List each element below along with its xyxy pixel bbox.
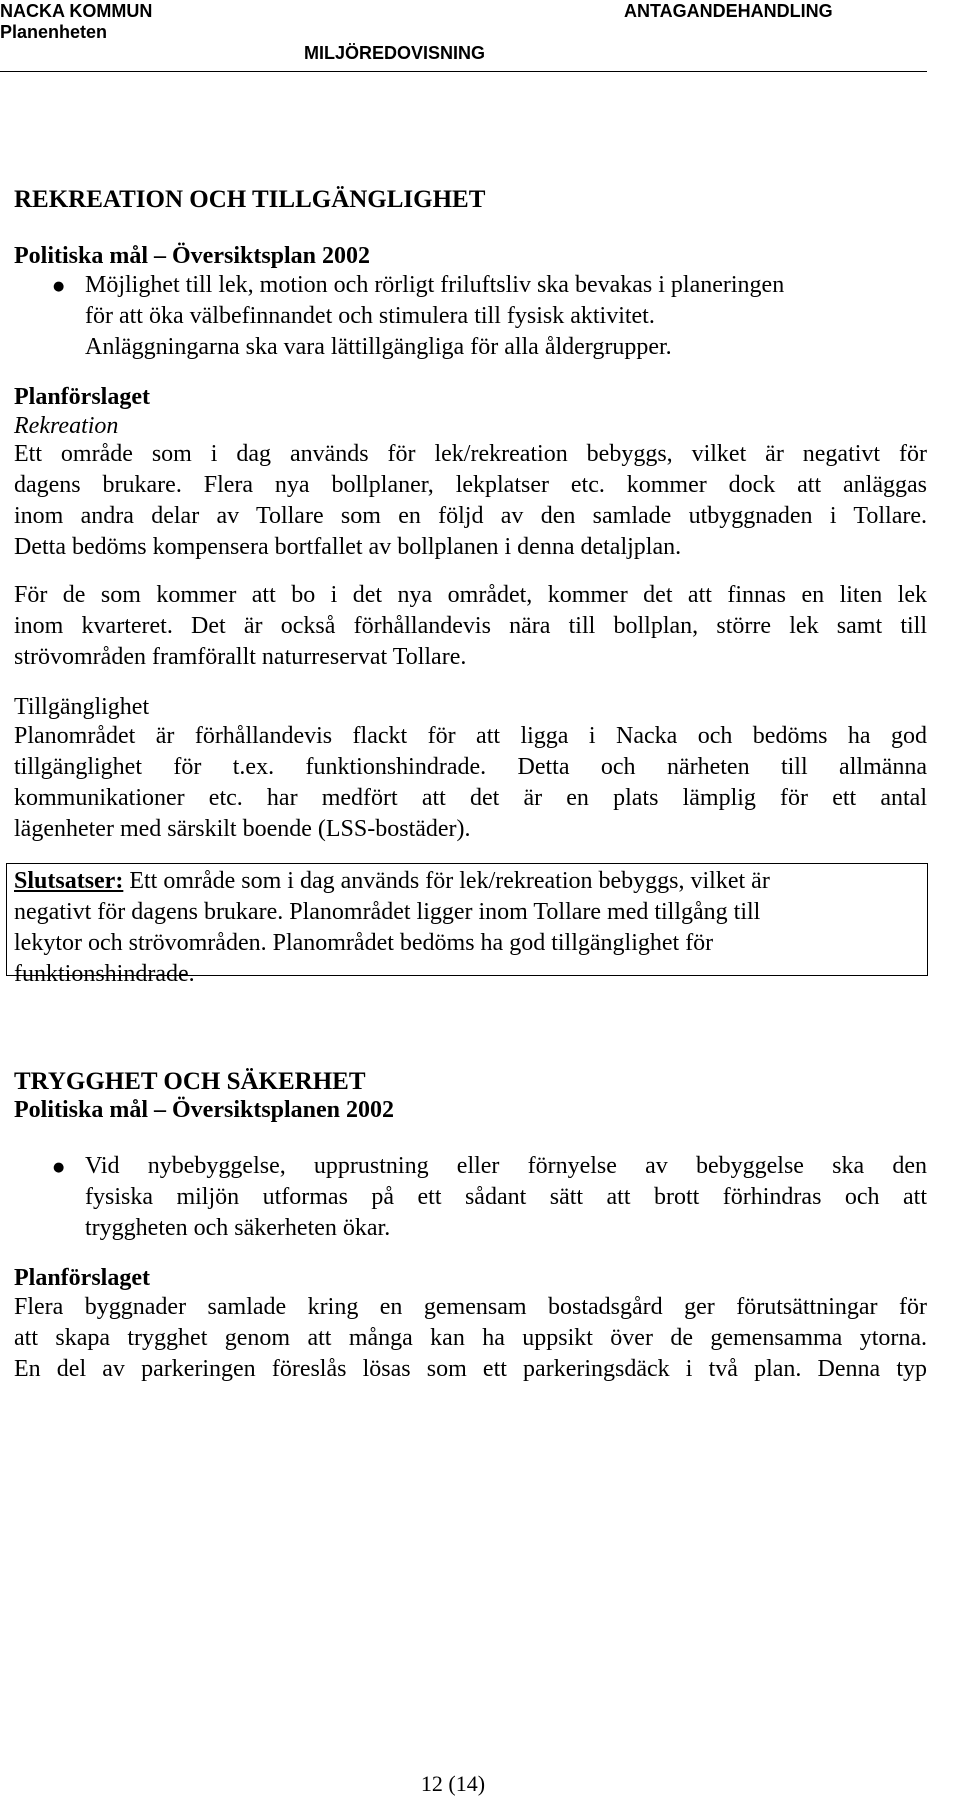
bullet-recreation-goal: Möjlighet till lek, motion och rörligt friluftsliv ska bevakas i planeringen för att öka välbefinnandet och stimulera till fysisk aktivitet. Anläggningarna ska vara lättillgängliga för alla åldergrupper. bbox=[85, 272, 785, 360]
goal-heading-safety: Politiska mål – Översiktsplanen 2002 bbox=[14, 1097, 395, 1123]
section-title-recreation: REKREATION OCH TILLGÄNGLIGHET bbox=[14, 186, 486, 213]
header-status: ANTAGANDEHANDLING bbox=[624, 1, 833, 21]
proposal-heading-safety: Planförslaget bbox=[14, 1265, 150, 1291]
paragraph-residents: För de som kommer att bo i det nya området, kommer det att finnas en liten lek inom kvarteret. Det är också förhållandevis nära till bollplan, större lek samt till strövområden framförallt naturreservat Tollare. bbox=[14, 582, 927, 670]
bullet-dot-icon: ● bbox=[53, 279, 65, 294]
conclusion-label: Slutsatser: bbox=[14, 868, 124, 894]
header-unit: Planenheten bbox=[0, 22, 108, 42]
header-divider bbox=[0, 71, 927, 72]
proposal-heading-recreation: Planförslaget bbox=[14, 384, 150, 410]
paragraph-safety-proposal: Flera byggnader samlade kring en gemensam bostadsgård ger förutsättningar för att skapa trygghet genom att många kan ha uppsikt över de gemensamma ytorna. En del av parkeringen föreslås lösas som ett parkeringsdäck i två plan. Denna typ bbox=[14, 1294, 927, 1382]
section-title-safety: TRYGGHET OCH SÄKERHET bbox=[14, 1068, 366, 1095]
paragraph-accessibility: Planområdet är förhållandevis flackt för att ligga i Nacka och bedöms ha god tillgänglighet för t.ex. funktionshindrade. Detta och närheten till allmänna kommunikationer etc. har medfört att det är en plats lämplig för ett antal lägenheter med särskilt boende (LSS-bostäder). bbox=[14, 723, 927, 842]
subheading-accessibility: Tillgänglighet bbox=[14, 694, 150, 720]
goal-heading-recreation: Politiska mål – Översiktsplan 2002 bbox=[14, 243, 371, 269]
page-number: 12 (14) bbox=[420, 1771, 486, 1796]
subheading-recreation: Rekreation bbox=[14, 413, 119, 439]
header-org: NACKA KOMMUN bbox=[0, 1, 153, 21]
bullet-dot-icon: ● bbox=[53, 1160, 65, 1175]
paragraph-recreation: Ett område som i dag används för lek/rekreation bebyggs, vilket är negativt för dagens brukare. Flera nya bollplaner, lekplatser etc. kommer dock att anläggas inom andra delar av Tollare som en följd av den samlade utbyggnaden i Tollare. Detta bedöms kompensera bortfallet av bollplanen i denna detaljplan. bbox=[14, 441, 927, 560]
bullet-safety-goal: Vid nybebyggelse, upprustning eller förnyelse av bebyggelse ska den fysiska miljön utformas på ett sådant sätt att brott förhindras och att tryggheten och säkerheten ökar. bbox=[85, 1153, 927, 1241]
conclusion-text: Slutsatser: Ett område som i dag används för lek/rekreation bebyggs, vilket är negativt för dagens brukare. Planområdet ligger inom Tollare med tillgång till lekytor och strövområden. Planområdet bedöms ha god tillgänglighet för funktionshindrade. bbox=[14, 868, 770, 987]
header-title: MILJÖREDOVISNING bbox=[304, 43, 486, 63]
